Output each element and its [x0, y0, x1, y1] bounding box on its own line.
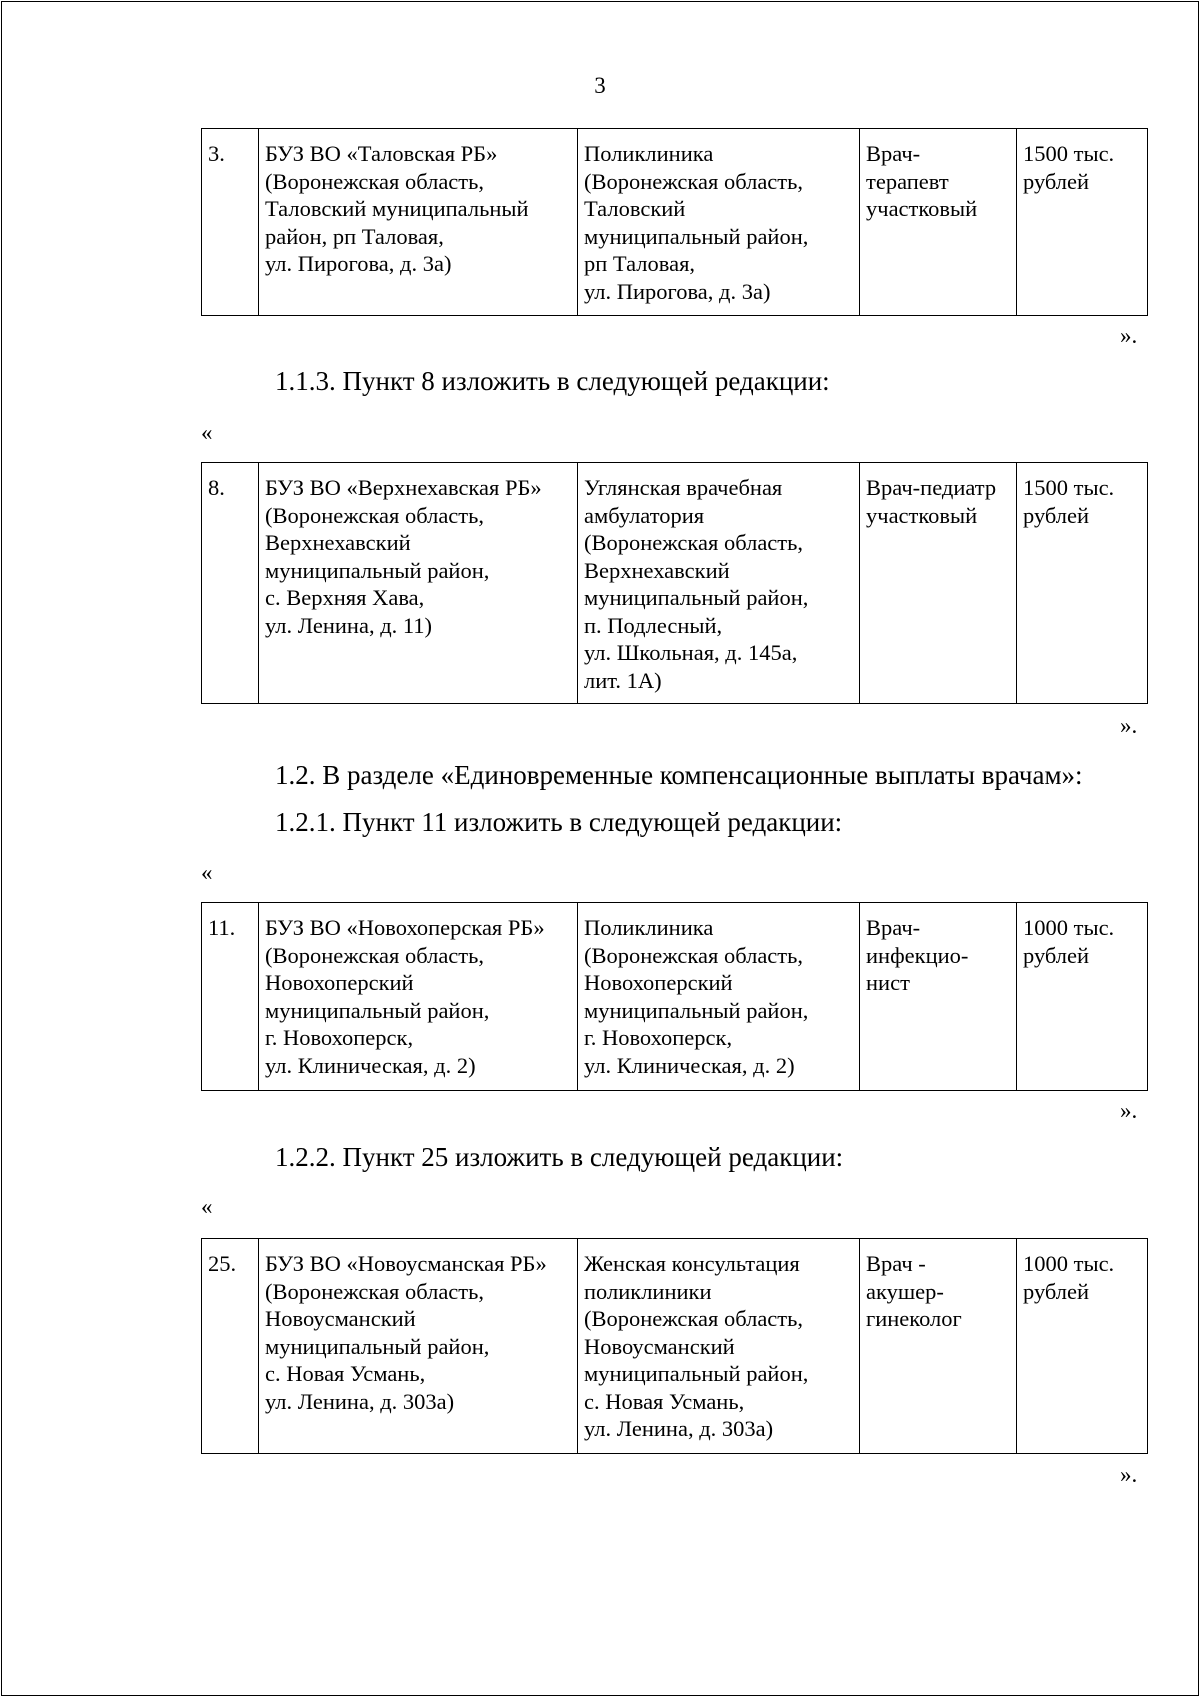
opening-quote: «	[201, 420, 213, 445]
position-cell: Врач- инфекцио- нист	[860, 903, 1017, 1091]
institution-cell: БУЗ ВО «Новохоперская РБ» (Воронежская область, Новохоперский муниципальный район, г. Новохоперск, ул. Клиническая, д. 2)	[259, 903, 578, 1091]
amount-cell: 1500 тыс. рублей	[1017, 129, 1148, 316]
row-number-cell: 25.	[202, 1239, 259, 1454]
position-cell: Врач- терапевт участковый	[860, 129, 1017, 316]
row-number-cell: 11.	[202, 903, 259, 1091]
table-row-11	[201, 902, 1148, 1091]
amount-cell: 1000 тыс. рублей	[1017, 903, 1148, 1091]
closing-quote: ».	[1120, 1462, 1138, 1487]
row-number-cell: 8.	[202, 463, 259, 704]
table-row	[202, 1239, 1148, 1454]
unit-cell: Поликлиника (Воронежская область, Таловский муниципальный район, рп Таловая, ул. Пирогова, д. 3а)	[578, 129, 860, 316]
institution-cell: БУЗ ВО «Верхнехавская РБ» (Воронежская область, Верхнехавский муниципальный район, с. Верхняя Хава, ул. Ленина, д. 11)	[259, 463, 578, 704]
paragraph-heading: 1.2.1. Пункт 11 изложить в следующей редакции:	[275, 807, 843, 837]
table-row-3	[201, 128, 1148, 316]
unit-cell: Поликлиника (Воронежская область, Новохоперский муниципальный район, г. Новохоперск, ул. Клиническая, д. 2)	[578, 903, 860, 1091]
opening-quote: «	[201, 1194, 213, 1219]
table-row-25	[201, 1238, 1148, 1454]
table-row	[202, 129, 1148, 316]
position-cell: Врач-педиатр участковый	[860, 463, 1017, 704]
section-heading: 1.2. В разделе «Единовременные компенсационные выплаты врачам»:	[275, 760, 1083, 790]
amount-cell: 1500 тыс. рублей	[1017, 463, 1148, 704]
paragraph-heading: 1.2.2. Пункт 25 изложить в следующей редакции:	[275, 1142, 844, 1172]
unit-cell: Женская консультация поликлиники (Воронежская область, Новоусманский муниципальный район, с. Новая Усмань, ул. Ленина, д. 303а)	[578, 1239, 860, 1454]
table-row-8	[201, 462, 1148, 704]
paragraph-heading: 1.1.3. Пункт 8 изложить в следующей редакции:	[275, 366, 830, 396]
institution-cell: БУЗ ВО «Новоусманская РБ» (Воронежская область, Новоусманский муниципальный район, с. Новая Усмань, ул. Ленина, д. 303а)	[259, 1239, 578, 1454]
row-number-cell: 3.	[202, 129, 259, 316]
position-cell: Врач - акушер- гинеколог	[860, 1239, 1017, 1454]
amount-cell: 1000 тыс. рублей	[1017, 1239, 1148, 1454]
closing-quote: ».	[1120, 1098, 1138, 1123]
closing-quote: ».	[1120, 713, 1138, 738]
unit-cell: Углянская врачебная амбулатория (Воронежская область, Верхнехавский муниципальный район, п. Подлесный, ул. Школьная, д. 145а, лит. 1А)	[578, 463, 860, 704]
table-row	[202, 463, 1148, 704]
page-number: 3	[594, 73, 606, 98]
closing-quote: ».	[1120, 323, 1138, 348]
table-row	[202, 903, 1148, 1091]
institution-cell: БУЗ ВО «Таловская РБ» (Воронежская область, Таловский муниципальный район, рп Таловая, ул. Пирогова, д. 3а)	[259, 129, 578, 316]
opening-quote: «	[201, 860, 213, 885]
